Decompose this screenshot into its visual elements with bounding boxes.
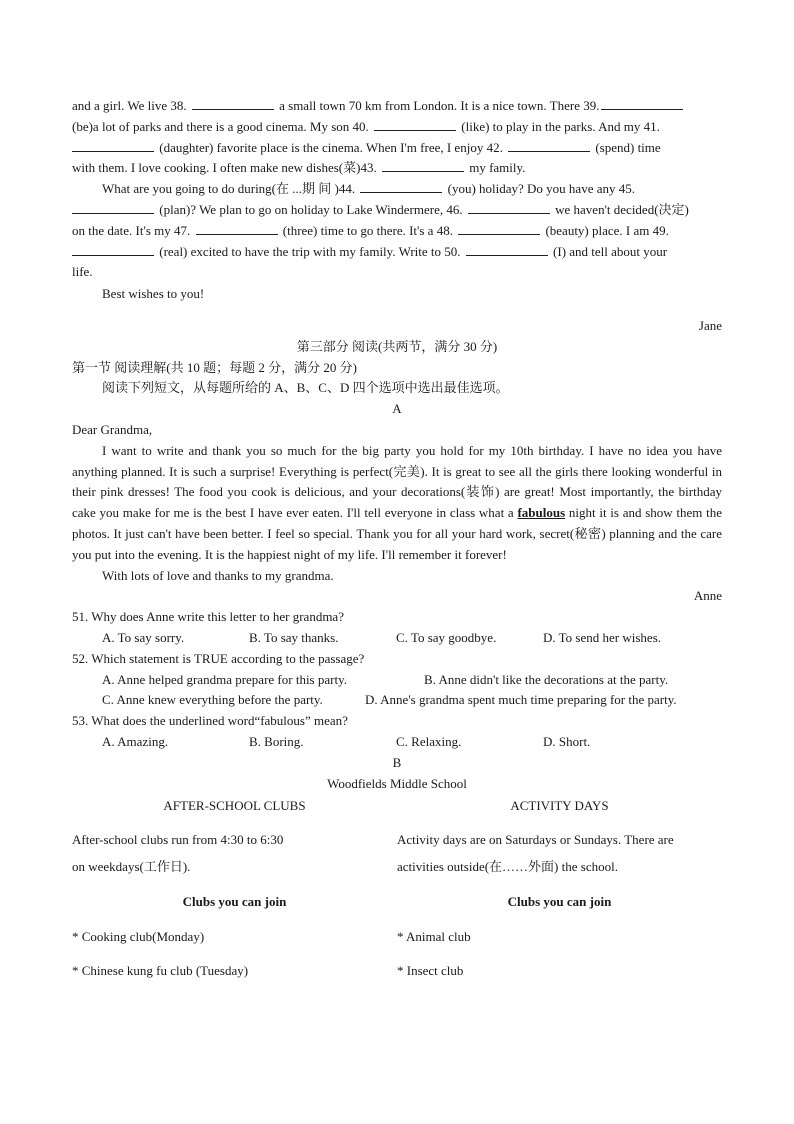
answer-blank-48[interactable] — [458, 222, 540, 235]
option-c[interactable]: C. Relaxing. — [396, 733, 462, 749]
club-item: * Insect club — [397, 963, 464, 979]
option-d[interactable]: D. To send her wishes. — [543, 629, 662, 645]
school-name: Woodfields Middle School — [327, 775, 467, 791]
text: on the date. It's my 47. — [72, 222, 194, 238]
text: (beauty) place. I am 49. — [542, 222, 669, 238]
letter-cloze — [72, 96, 722, 337]
answer-blank-40[interactable] — [374, 118, 456, 131]
column-heading: AFTER-SCHOOL CLUBS — [163, 798, 306, 814]
option-d[interactable]: D. Short. — [543, 733, 591, 749]
text: (spend) time — [592, 139, 661, 155]
text: we haven't decided(决定) — [551, 201, 689, 217]
answer-blank-47[interactable] — [196, 222, 278, 235]
option-b[interactable]: B. Anne didn't like the decorations at the party. — [424, 671, 669, 687]
answer-blank-49[interactable] — [72, 243, 154, 256]
option-row — [72, 732, 722, 753]
text: with them. I love cooking. I often make new dishes(菜)43. — [72, 160, 380, 176]
option-row — [72, 690, 722, 711]
column-description: on weekdays(工作日). — [72, 859, 191, 875]
question-stem: 53. What does the underlined word“fabulous” mean? — [72, 713, 348, 729]
column-description: Activity days are on Saturdays or Sundays. There are — [397, 832, 674, 848]
passage-label: A — [392, 401, 402, 417]
option-row — [72, 670, 722, 691]
cloze-line — [72, 117, 722, 138]
text: (I) and tell about your — [549, 243, 668, 259]
cloze-line — [72, 221, 722, 242]
passage-b — [72, 753, 722, 997]
text: and a girl. We live 38. — [72, 98, 190, 113]
answer-blank-38[interactable] — [192, 97, 274, 110]
left-column — [72, 795, 397, 996]
letter-body — [72, 441, 722, 566]
cloze-line — [72, 242, 722, 263]
text: (like) to play in the parks. And my 41. — [458, 118, 660, 134]
letter-signature: Anne — [693, 588, 722, 604]
option-a[interactable]: A. To say sorry. — [102, 629, 185, 645]
column-description: activities outside(在……外面) the school. — [397, 859, 618, 875]
cloze-line: life. — [72, 264, 93, 280]
club-item: * Cooking club(Monday) — [72, 928, 205, 944]
cloze-line — [72, 179, 722, 200]
option-b[interactable]: B. Boring. — [249, 733, 304, 749]
club-item: * Chinese kung fu club (Tuesday) — [72, 963, 249, 979]
answer-blank-45[interactable] — [72, 201, 154, 214]
two-column-notice — [72, 795, 722, 996]
passage-label: B — [392, 754, 402, 770]
section-subtitle: 第一节 阅读理解(共 10 题；每题 2 分，满分 20 分) — [72, 359, 357, 375]
cloze-line — [72, 138, 722, 159]
option-d[interactable]: D. Anne's grandma spent much time preparing for the party. — [365, 692, 677, 708]
underlined-word: fabulous — [517, 505, 566, 521]
letter-closing: With lots of love and thanks to my grandma. — [102, 567, 334, 583]
text: a small town 70 km from London. It is a nice town. There 39. — [275, 98, 600, 113]
text: (three) time to go there. It's a 48. — [279, 222, 457, 238]
body-text: night it is and show them the photos. It just can't have been better. I feel so special. Thank you for all your hard work, secret(秘密) planning and the care you put into the evening. It is the happiest night of my life. I'll remember it forever! — [72, 505, 722, 562]
letter-closing: Best wishes to you! — [102, 286, 205, 302]
answer-blank-43[interactable] — [382, 159, 464, 172]
clubs-heading: Clubs you can join — [182, 893, 287, 909]
cloze-line — [72, 96, 722, 117]
answer-blank-41[interactable] — [72, 139, 154, 152]
clubs-heading: Clubs you can join — [507, 893, 612, 909]
answer-blank-44[interactable] — [360, 180, 442, 193]
option-b[interactable]: B. To say thanks. — [249, 629, 339, 645]
right-column — [397, 795, 722, 996]
cloze-line — [72, 158, 722, 179]
text: (you) holiday? Do you have any 45. — [444, 181, 635, 197]
option-c[interactable]: C. To say goodbye. — [396, 629, 497, 645]
text: What are you going to do during(在 ...期 间 )44. — [102, 181, 359, 197]
cloze-line — [72, 200, 722, 221]
question-stem: 51. Why does Anne write this letter to her grandma? — [72, 609, 344, 625]
text: (real) excited to have the trip with my family. Write to 50. — [156, 243, 464, 259]
text: (plan)? We plan to go on holiday to Lake Windermere, 46. — [156, 201, 466, 217]
option-c[interactable]: C. Anne knew everything before the party. — [102, 692, 323, 708]
exam-page — [72, 96, 722, 996]
option-a[interactable]: A. Anne helped grandma prepare for this party. — [102, 671, 347, 687]
text: (daughter) favorite place is the cinema. When I'm free, I enjoy 42. — [156, 139, 507, 155]
answer-blank-50[interactable] — [466, 243, 548, 256]
passage-a — [72, 399, 722, 607]
body-text: I want to write and thank you so much for the big party you hold for my 10th birthday. I have no idea you have anything planned. It is such a surprise! Everything is perfect(完美). It is great to see all the girls there looking wonderful in their pink dresses! The food you cook is delicious, and your decorations(装饰) are great! Most importantly, the birthday cake you make for me is the best I have ever eaten. I'll tell everyone in class what a — [72, 442, 722, 521]
question-stem: 52. Which statement is TRUE according to the passage? — [72, 650, 365, 666]
option-a[interactable]: A. Amazing. — [102, 733, 169, 749]
column-heading: ACTIVITY DAYS — [510, 798, 609, 814]
text: (be)a lot of parks and there is a good cinema. My son 40. — [72, 118, 373, 134]
letter-greeting: Dear Grandma, — [72, 421, 153, 437]
answer-blank-42[interactable] — [508, 139, 590, 152]
section-title: 第三部分 阅读(共两节，满分 30 分) — [296, 338, 498, 354]
question-list — [72, 607, 722, 753]
section-instruction: 阅读下列短文，从每题所给的 A、B、C、D 四个选项中选出最佳选项。 — [102, 380, 509, 396]
answer-blank-46[interactable] — [468, 201, 550, 214]
letter-signature: Jane — [698, 317, 722, 333]
answer-blank-39[interactable] — [601, 97, 683, 110]
club-item: * Animal club — [397, 928, 471, 944]
option-row — [72, 628, 722, 649]
text: my family. — [465, 160, 526, 176]
column-description: After-school clubs run from 4:30 to 6:30 — [72, 832, 284, 848]
